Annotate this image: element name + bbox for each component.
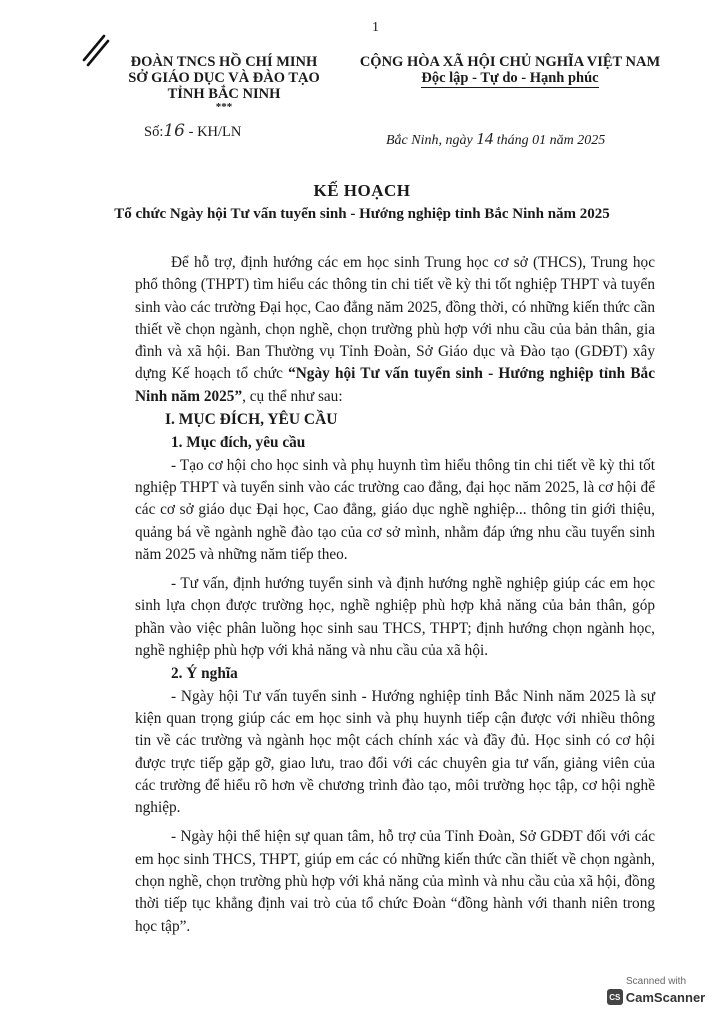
scanner-watermark [604, 976, 708, 1014]
intro-tail: , cụ thể như sau: [242, 387, 343, 405]
issuing-organization [104, 54, 344, 112]
intro-event-name: “Ngày hội Tư vấn tuyển sinh - Hướng nghiệp tỉnh Bắc Ninh năm 2025” [135, 365, 655, 405]
date-prefix: Bắc Ninh, ngày [386, 133, 477, 148]
meaning-paragraph: - Ngày hội thể hiện sự quan tâm, hỗ trợ của Tỉnh Đoàn, Sở GDĐT đối với các em học sinh THCS, THPT, giúp em các có những kiến thức cần thiết về chọn ngành, chọn nghề, chọn trường phù hợp với khả năng của mình và nhu cầu của xã hội, đồng thời tiếp tục khẳng định vai trò của tổ chức Đoàn “đồng hành với thanh niên trong học tập”. [135, 828, 655, 935]
document-date [386, 129, 605, 149]
camscanner-logo-icon: CS [607, 989, 623, 1005]
doc-number-handwritten: 16 [163, 121, 185, 141]
date-day-handwritten: 14 [476, 129, 494, 148]
national-motto: Độc lập - Tự do - Hạnh phúc [421, 70, 599, 86]
purpose-paragraph: - Tư vấn, định hướng tuyển sinh và định hướng nghề nghiệp giúp các em học sinh lựa chọn được trường học, nghề nghiệp phù hợp khả năng của bản thân, góp phần vào việc phân luồng học sinh sau THCS, THPT; định hướng chọn ngành học, nghề nghiệp phù hợp với khả năng và nhu cầu của xã hội. [135, 575, 655, 660]
org-line-1: ĐOÀN TNCS HỒ CHÍ MINH [130, 54, 318, 70]
intro-text: Để hỗ trợ, định hướng các em học sinh Trung học cơ sở (THCS), Trung học phổ thông (THPT) tìm hiểu các thông tin chi tiết về kỳ thi tốt nghiệp THPT và tuyển sinh vào các trường Đại học, Cao đẳng năm 2025, đồng thời, có những kiến thức cần thiết về chọn ngành, chọn nghề, chọn trường phù hợp với nhu cầu của bản thân, gia đình và xã hội. Ban Thường vụ Tỉnh Đoàn, Sở Giáo dục và Đào tạo (GDĐT) xây dựng Kế hoạch tổ chức [135, 254, 655, 383]
org-line-3: TỈNH BẮC NINH [167, 86, 281, 102]
intro-paragraph [135, 252, 655, 408]
meaning-paragraph: - Ngày hội Tư vấn tuyển sinh - Hướng nghiệp tỉnh Bắc Ninh năm 2025 là sự kiện quan trọng giúp các em học sinh và phụ huynh tiếp cận được với nhiều thông tin về các trường và ngành học một cách chính xác và đầy đủ. Học sinh có cơ hội được trực tiếp gặp gỡ, giao lưu, trao đổi với các chuyên gia tư vấn, giảng viên của các trường để hiểu rõ hơn về chương trình đào tạo, môi trường học tập, cơ hội nghề nghiệp. [135, 687, 655, 817]
scanner-brand: CamScanner [625, 989, 706, 1005]
doc-number-prefix: Số: [144, 124, 164, 140]
national-heading [342, 54, 678, 88]
purpose-paragraph: - Tạo cơ hội cho học sinh và phụ huynh tìm hiểu thông tin chi tiết về kỳ thi tốt nghiệp THPT và tuyển sinh vào các trường cao đẳng, đại học năm 2025, là cơ hội để các cơ sở giáo dục Đại học, Cao đẳng, giáo dục nghề nghiệp... thông tin giới thiệu, quảng bá về ngành nghề đào tạo của cơ sở mình, nhằm đáp ứng nhu cầu tuyển sinh năm 2025 và những năm tiếp theo. [135, 456, 655, 563]
document-title: KẾ HOẠCH [313, 181, 411, 200]
scanner-caption: Scanned with [625, 976, 687, 987]
org-line-2: SỞ GIÁO DỤC VÀ ĐÀO TẠO [128, 70, 320, 86]
doc-number-suffix: - KH/LN [184, 124, 242, 140]
org-stars: *** [215, 101, 233, 113]
page-number: 1 [372, 20, 379, 35]
nation-title: CỘNG HÒA XÃ HỘI CHỦ NGHĨA VIỆT NAM [359, 54, 661, 70]
subsection-1-heading: 1. Mục đích, yêu cầu [171, 434, 306, 452]
date-suffix: tháng 01 năm 2025 [493, 133, 606, 148]
document-number [144, 121, 241, 141]
section-1-heading: I. MỤC ĐÍCH, YÊU CẦU [165, 411, 338, 429]
document-subtitle: Tổ chức Ngày hội Tư vấn tuyển sinh - Hướng nghiệp tỉnh Bắc Ninh năm 2025 [114, 206, 610, 222]
document-body [135, 252, 655, 938]
subsection-2-heading: 2. Ý nghĩa [171, 665, 238, 683]
